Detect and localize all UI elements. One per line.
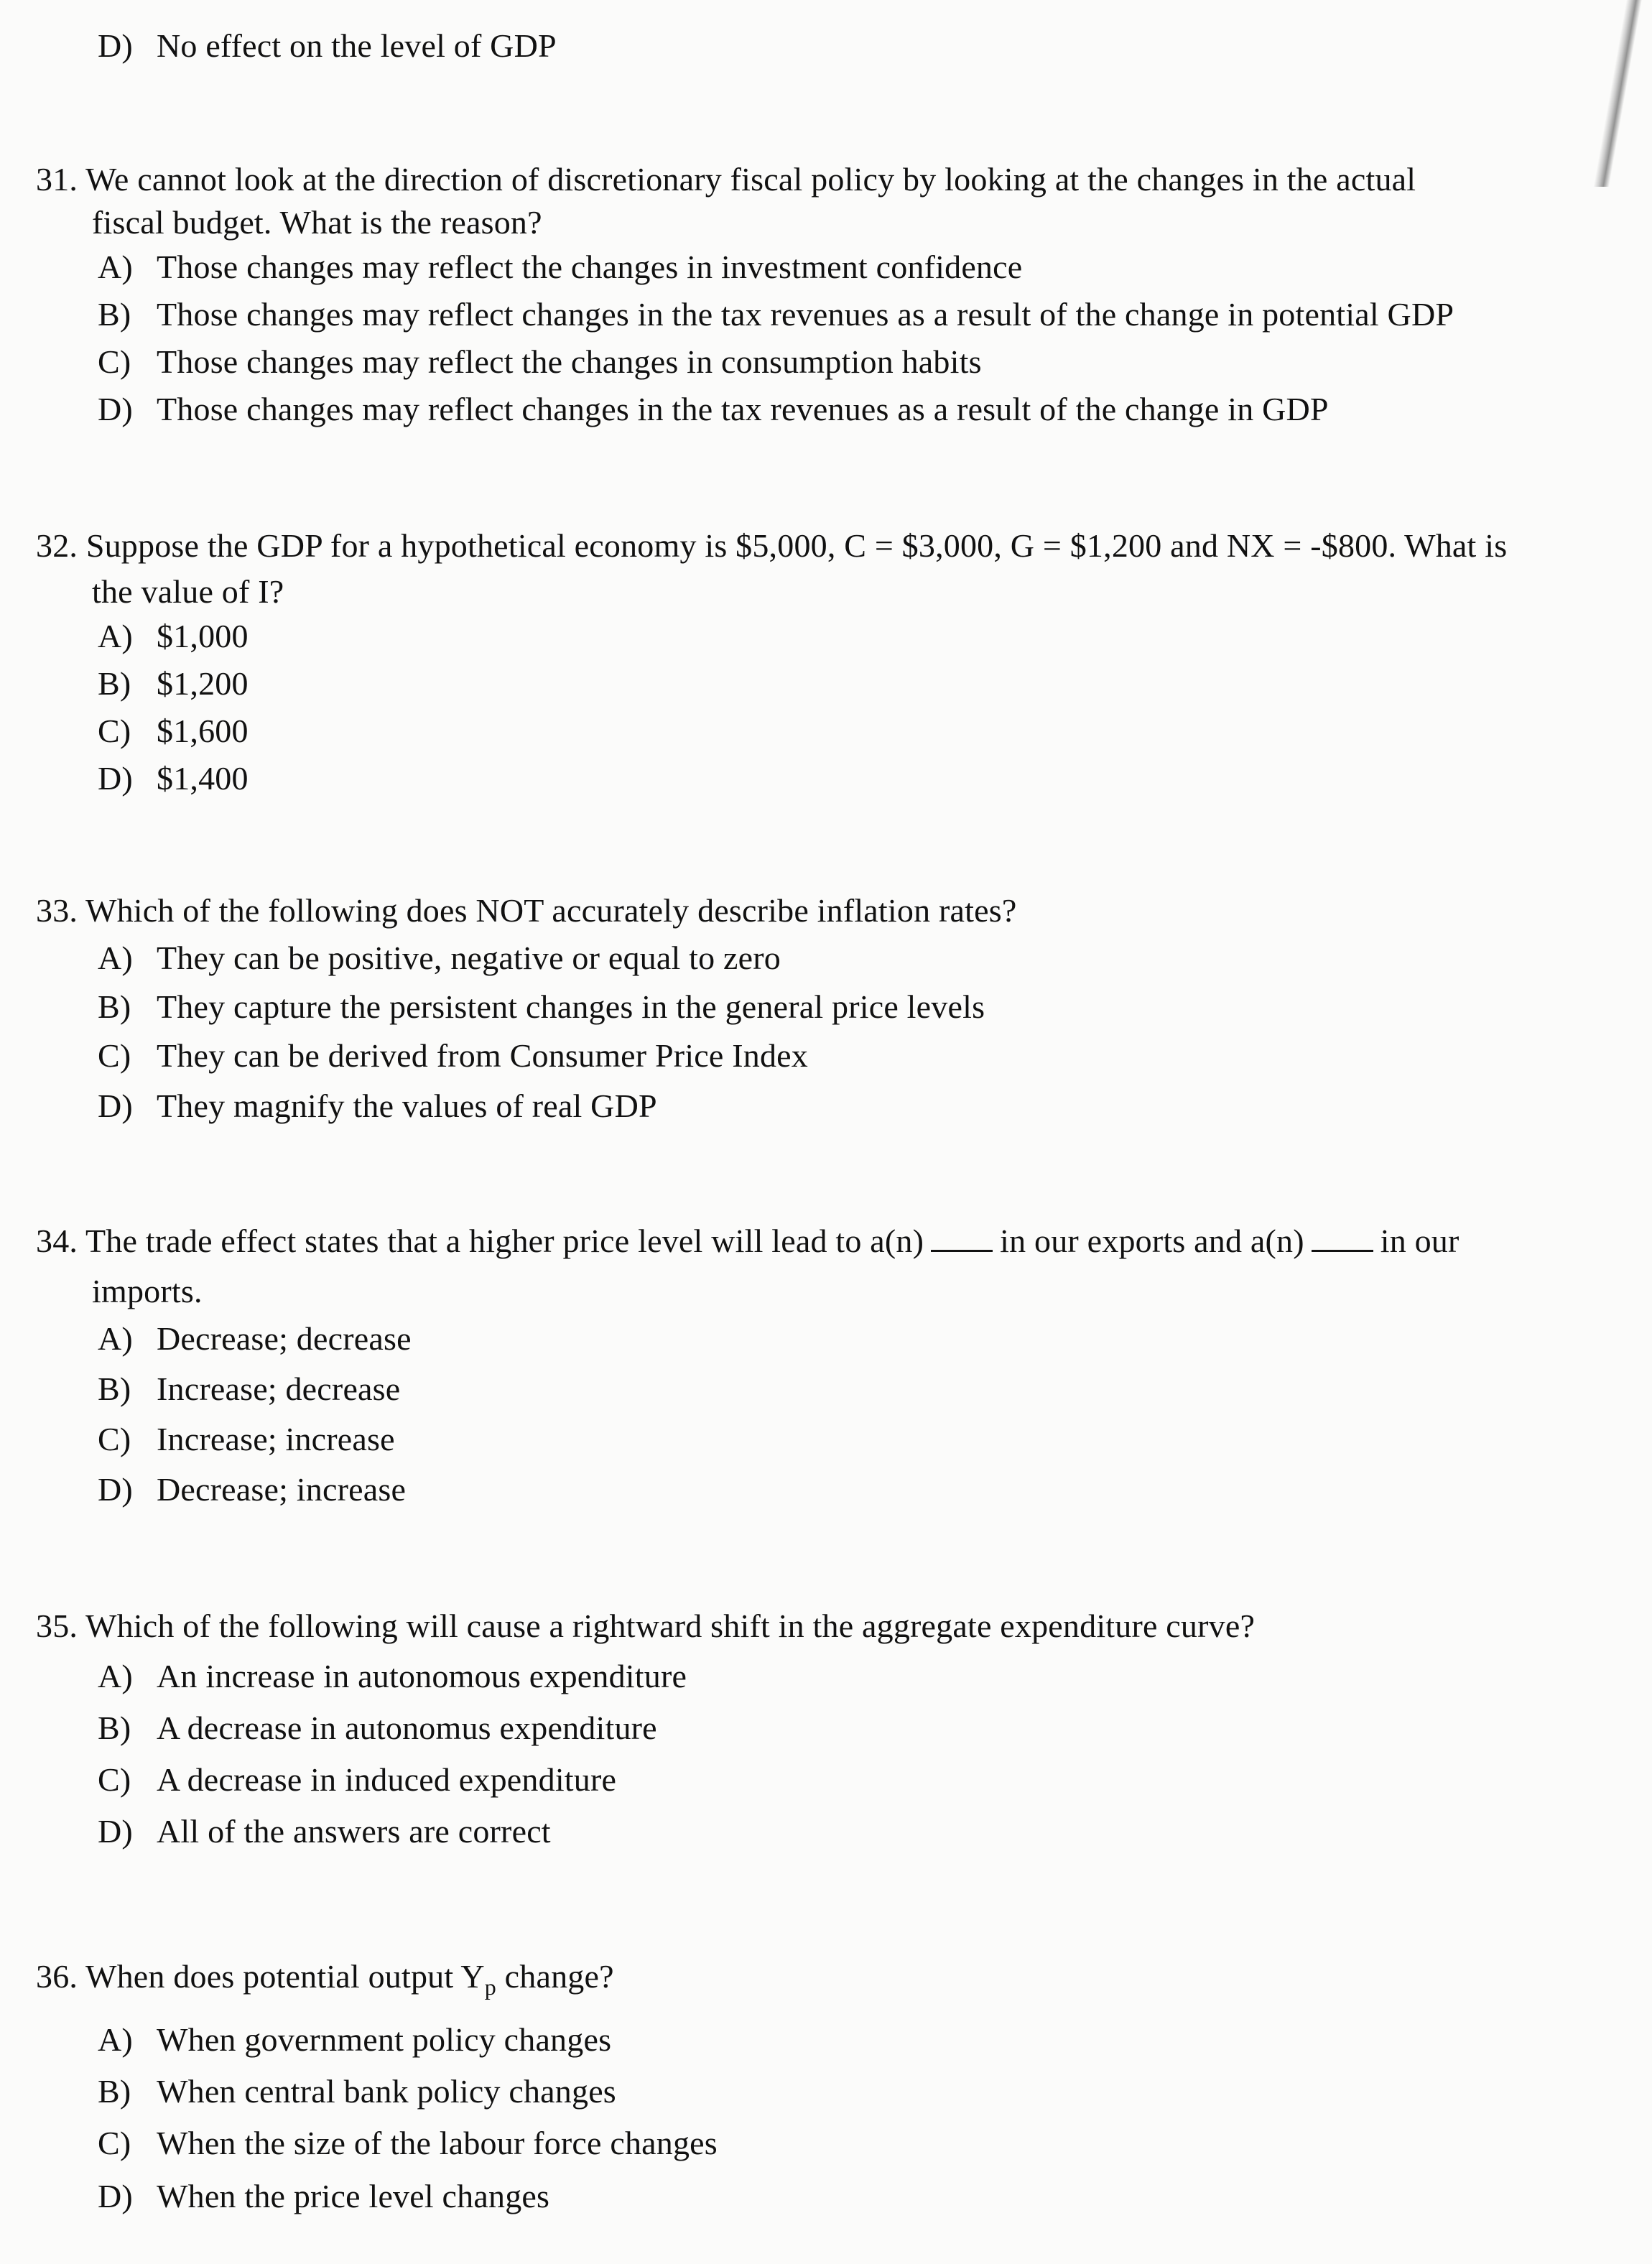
text: p [484, 1974, 496, 2000]
text: $1,400 [157, 760, 249, 797]
option-a[interactable] [98, 1656, 687, 1697]
option-label: D) [98, 27, 133, 64]
option-label: C) [98, 713, 131, 749]
text: $1,200 [157, 665, 249, 702]
option-label: D) [98, 391, 133, 427]
option-label: B) [98, 296, 131, 333]
option-d[interactable] [98, 389, 1329, 430]
text: They can be derived from Consumer Price Index [157, 1037, 808, 1074]
question-number: 33. [36, 892, 78, 929]
text: They can be positive, negative or equal to zero [157, 940, 781, 976]
question-stem [36, 1606, 1255, 1646]
text: Suppose the GDP for a hypothetical economy is $5,000, C = $3,000, G = $1,200 and NX = -$800. What is [85, 527, 1508, 564]
option-d[interactable] [98, 1470, 406, 1510]
text: Those changes may reflect changes in the tax revenues as a result of the change in potential GDP [157, 296, 1454, 333]
question-number: 32. [36, 527, 78, 564]
option-label: B) [98, 1709, 131, 1746]
option-a[interactable] [98, 616, 249, 657]
answer-blank-2 [1312, 1228, 1373, 1252]
option-label: A) [98, 618, 133, 654]
option-label: D) [98, 1813, 133, 1850]
text: They magnify the values of real GDP [157, 1087, 657, 1124]
text: Those changes may reflect the changes in consumption habits [157, 343, 982, 380]
answer-blank-1 [931, 1228, 993, 1252]
text: Which of the following does NOT accurately describe inflation rates? [85, 892, 1017, 929]
text: No effect on the level of GDP [157, 27, 557, 64]
option-c[interactable] [98, 711, 249, 751]
option-c[interactable] [98, 2123, 718, 2163]
text: When does potential output Y [85, 1958, 485, 1995]
prev-question-option-d [98, 26, 557, 66]
question-number: 36. [36, 1958, 78, 1995]
question-stem [36, 1957, 614, 2007]
option-c[interactable] [98, 1760, 616, 1800]
text: Those changes may reflect the changes in investment confidence [157, 249, 1023, 285]
option-b[interactable] [98, 664, 249, 704]
option-d[interactable] [98, 758, 249, 799]
question-stem-cont: the value of I? [92, 573, 284, 610]
option-label: D) [98, 1471, 133, 1508]
option-a[interactable] [98, 2020, 611, 2060]
option-label: A) [98, 1320, 133, 1357]
option-label: A) [98, 2021, 133, 2058]
text: Increase; increase [157, 1421, 395, 1457]
text: Those changes may reflect changes in the tax revenues as a result of the change in GDP [157, 391, 1329, 427]
option-b[interactable] [98, 294, 1454, 335]
option-c[interactable] [98, 1036, 808, 1076]
question-number: 34. [36, 1223, 78, 1259]
text: An increase in autonomous expenditure [157, 1658, 687, 1694]
text: change? [496, 1958, 614, 1995]
text: Increase; decrease [157, 1370, 401, 1407]
option-b[interactable] [98, 1369, 400, 1409]
text: A decrease in autonomus expenditure [157, 1709, 657, 1746]
option-label: A) [98, 940, 133, 976]
question-stem [36, 159, 1416, 200]
option-label: A) [98, 1658, 133, 1694]
option-c[interactable] [98, 1419, 395, 1460]
option-label: B) [98, 988, 131, 1025]
option-b[interactable] [98, 1708, 657, 1748]
option-label: D) [98, 760, 133, 797]
text: We cannot look at the direction of discretionary fiscal policy by looking at the changes in the actual [85, 161, 1416, 198]
question-stem [36, 526, 1507, 566]
text: They capture the persistent changes in the general price levels [157, 988, 985, 1025]
text: Decrease; decrease [157, 1320, 412, 1357]
text: $1,000 [157, 618, 249, 654]
text: in our [1380, 1223, 1460, 1259]
question-stem-cont: fiscal budget. What is the reason? [92, 204, 542, 241]
text: Decrease; increase [157, 1471, 407, 1508]
question-number: 31. [36, 161, 78, 198]
text: When the size of the labour force changes [157, 2125, 718, 2161]
option-d[interactable] [98, 1811, 551, 1852]
text: When the price level changes [157, 2178, 550, 2214]
text: $1,600 [157, 713, 249, 749]
option-label: B) [98, 665, 131, 702]
option-a[interactable] [98, 938, 781, 978]
option-b[interactable] [98, 987, 985, 1027]
question-stem [36, 1221, 1460, 1261]
option-label: B) [98, 1370, 131, 1407]
option-c[interactable] [98, 342, 982, 382]
text: Which of the following will cause a rightward shift in the aggregate expenditure curve? [85, 1607, 1256, 1644]
question-stem-cont: imports. [92, 1273, 203, 1309]
option-label: B) [98, 2073, 131, 2110]
option-label: A) [98, 249, 133, 285]
option-label: D) [98, 2178, 133, 2214]
text: A decrease in induced expenditure [157, 1761, 617, 1798]
text: in our exports and a(n) [1000, 1223, 1304, 1259]
text: When government policy changes [157, 2021, 612, 2058]
text: When central bank policy changes [157, 2073, 616, 2110]
option-label: C) [98, 1761, 131, 1798]
option-label: C) [98, 1037, 131, 1074]
question-number: 35. [36, 1607, 78, 1644]
option-d[interactable] [98, 2176, 549, 2217]
text: The trade effect states that a higher price level will lead to a(n) [85, 1223, 924, 1259]
option-label: D) [98, 1087, 133, 1124]
option-label: C) [98, 1421, 131, 1457]
option-b[interactable] [98, 2072, 616, 2112]
option-d[interactable] [98, 1086, 657, 1126]
option-label: C) [98, 2125, 131, 2161]
option-label: C) [98, 343, 131, 380]
page-corner-shadow [1587, 0, 1652, 187]
text: All of the answers are correct [157, 1813, 551, 1850]
question-stem [36, 891, 1016, 931]
option-a[interactable] [98, 1319, 412, 1359]
option-a[interactable] [98, 247, 1022, 287]
